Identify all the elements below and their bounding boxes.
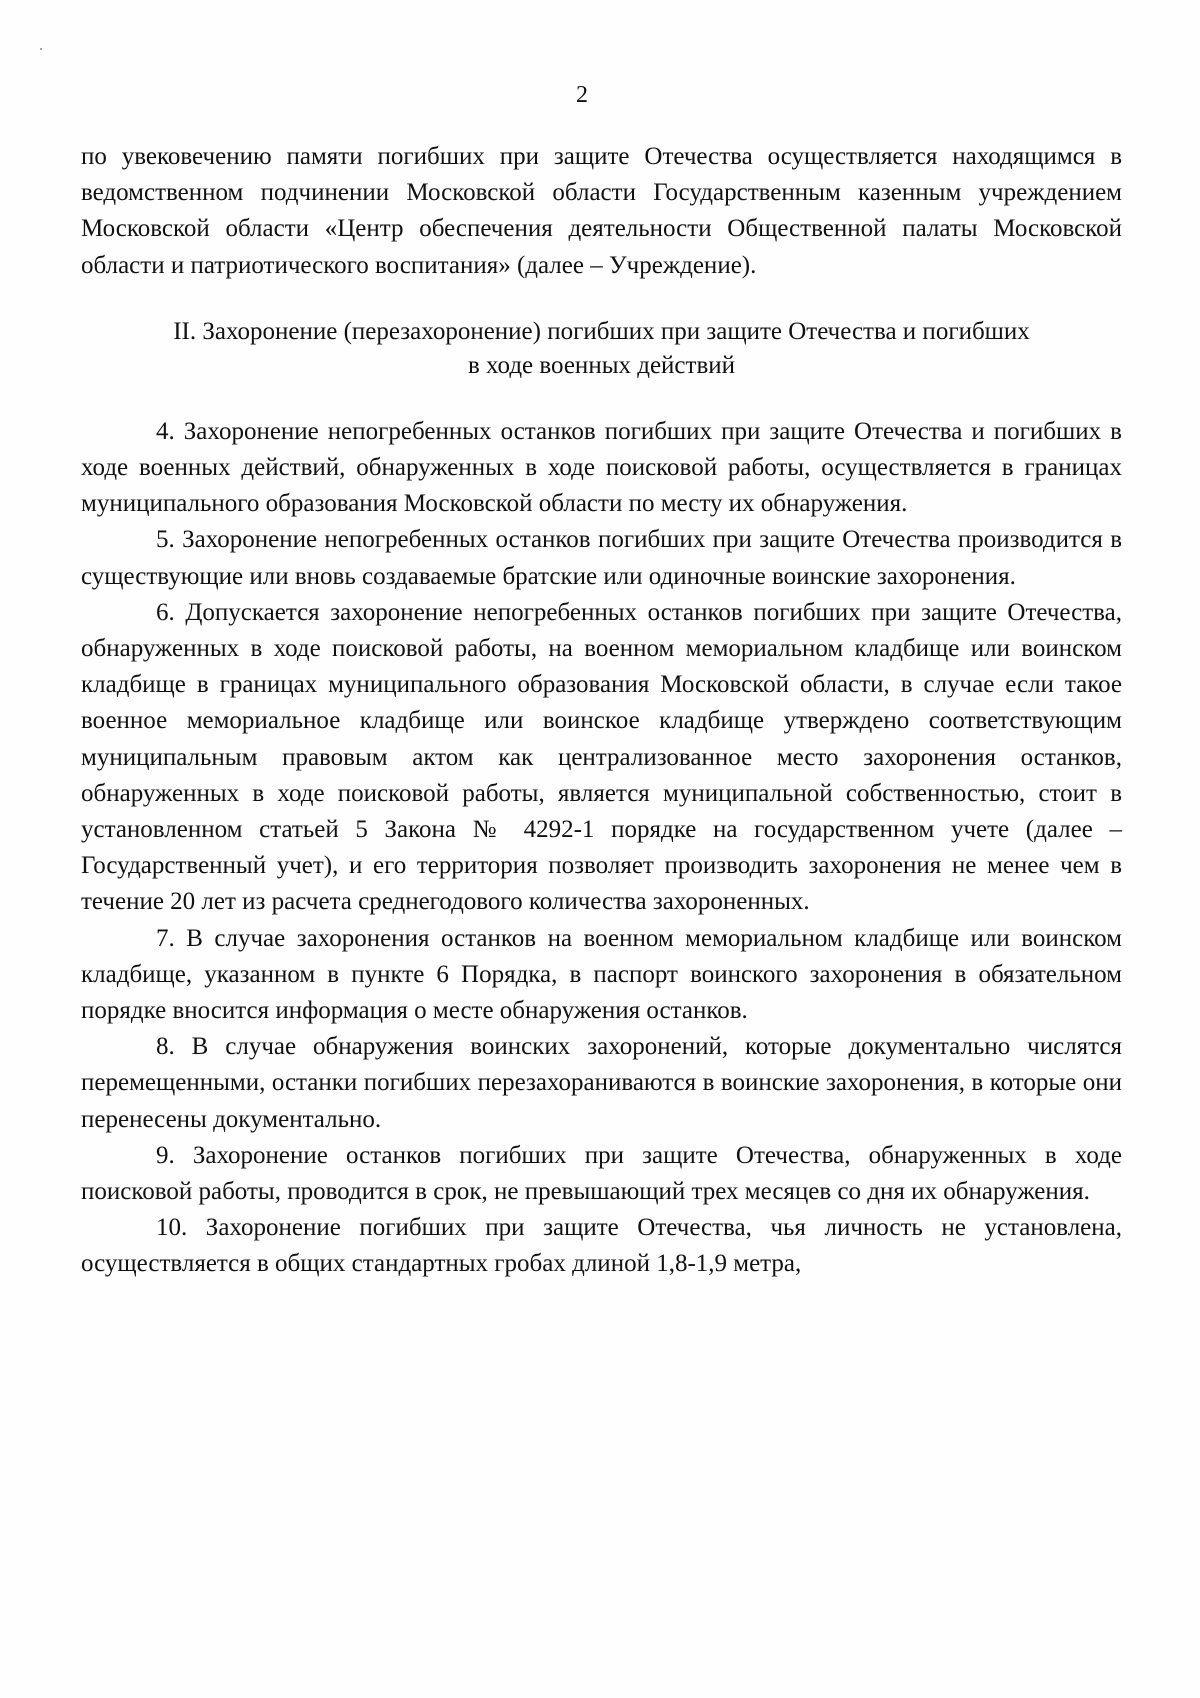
scan-speck bbox=[40, 48, 42, 50]
section-heading bbox=[81, 315, 1122, 383]
paragraph-5: 5. Захоронение непогребенных останков погибших при защите Отечества производится в существующие или вновь создаваемые братские или одиночные воинские захоронения. bbox=[81, 526, 1122, 590]
section-heading-line-1: II. Захоронение (перезахоронение) погибших при защите Отечества и погибших bbox=[173, 317, 1030, 345]
paragraph-9: 9. Захоронение останков погибших при защите Отечества, обнаруженных в ходе поисковой работы, проводится в срок, не превышающий трех месяцев со дня их обнаружения. bbox=[81, 1141, 1122, 1206]
paragraph-8: 8. В случае обнаружения воинских захоронений, которые документально числятся перемещенными, останки погибших перезахораниваются в воинские захоронения, в которые они перенесены документально. bbox=[81, 1033, 1122, 1133]
document-body bbox=[81, 139, 1122, 1283]
page-number: 2 bbox=[576, 82, 588, 108]
section-heading-line-2: в ходе военных действий bbox=[467, 351, 736, 379]
paragraph-7: 7. В случае захоронения останков на военном мемориальном кладбище или воинском кладбище, указанном в пункте 6 Порядка, в паспорт воинского захоронения в обязательном порядке вносится информация о месте обнаружения останков. bbox=[81, 924, 1122, 1025]
paragraph-6: 6. Допускается захоронение непогребенных останков погибших при защите Отечества, обнаруженных в ходе поисковой работы, на военном мемориальном кладбище или воинском кладбище в границах муниципального образования Московской области, в случае если такое военное мемориальное кладбище или воинское кладбище утверждено соответствующим муниципальным правовым актом как централизованное место захоронения останков, обнаруженных в ходе поисковой работы, является муниципальной собственностью, стоит в установленном статьей 5 Закона № 4292-1 порядке на государственном учете (далее – Государственный учет), и его территория позволяет производить захоронения не менее чем в течение 20 лет из расчета среднегодового количества захороненных. bbox=[81, 598, 1122, 916]
paragraph-10: 10. Захоронение погибших при защите Отечества, чья личность не установлена, осуществляется в общих стандартных гробах длиной 1,8-1,9 метра, bbox=[81, 1214, 1122, 1278]
paragraph-4: 4. Захоронение непогребенных останков погибших при защите Отечества и погибших в ходе военных действий, обнаруженных в ходе поисковой работы, осуществляется в границах муниципального образования Московской области по месту их обнаружения. bbox=[81, 417, 1122, 518]
intro-paragraph: по увековечению памяти погибших при защите Отечества осуществляется находящимся в ведомственном подчинении Московской области Государственным казенным учреждением Московской области «Центр обеспечения деятельности Общественной палаты Московской области и патриотического воспитания» (далее – Учреждение). bbox=[81, 143, 1122, 279]
